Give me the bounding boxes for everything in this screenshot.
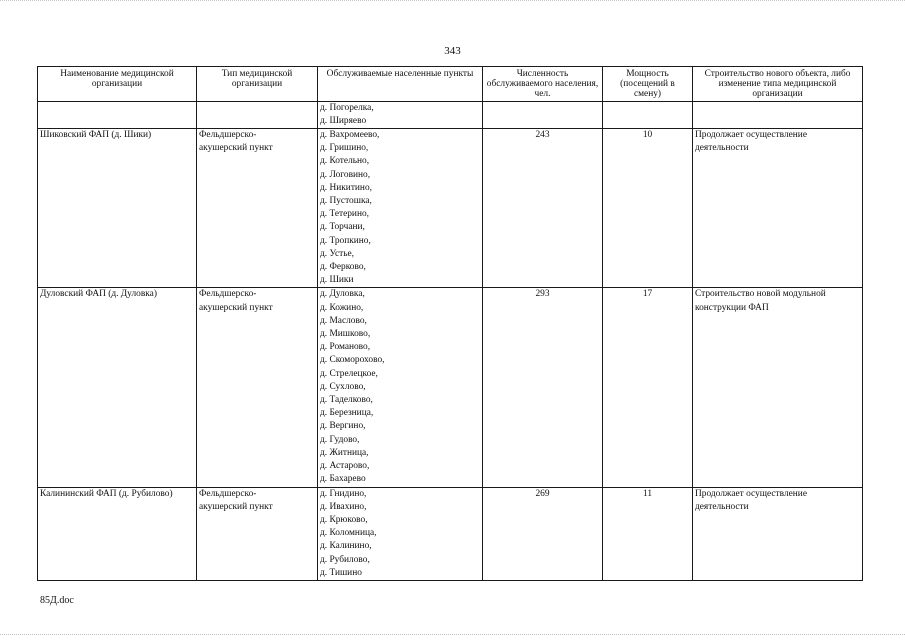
- column-header: Строительство нового объекта, либо изменение типа медицинской организации: [693, 67, 863, 102]
- settlement-item: д. Торчани,: [320, 222, 365, 233]
- settlement-item: д. Бахарево: [320, 474, 366, 485]
- organization-type-cell: [197, 129, 318, 288]
- settlement-item: д. Тропкино,: [320, 235, 371, 246]
- organization-name: Шиковский ФАП (д. Шики): [40, 130, 152, 141]
- settlement-item: д. Мишково,: [320, 329, 371, 340]
- settlement-item: д. Романово,: [320, 342, 371, 353]
- column-header: Мощность (посещений в смену): [603, 67, 693, 102]
- organization-name-cell: [38, 288, 197, 487]
- scan-edge-bottom: [0, 634, 905, 638]
- column-header: Обслуживаемые населенные пункты: [318, 67, 483, 102]
- settlement-item: д. Ширяево: [320, 115, 367, 126]
- organization-name-cell: [38, 487, 197, 580]
- capacity-cell: [603, 487, 693, 580]
- settlement-item: д. Шики: [320, 275, 354, 286]
- settlement-item: д. Крюково,: [320, 514, 368, 525]
- table-row: [38, 288, 863, 487]
- capacity-cell: [603, 129, 693, 288]
- settlement-item: д. Таделково,: [320, 395, 373, 406]
- settlement-item: д. Тишино: [320, 567, 362, 578]
- settlement-item: д. Погорелка,: [320, 102, 374, 113]
- construction-note-cell: [693, 129, 863, 288]
- settlement-item: д. Березница,: [320, 408, 374, 419]
- settlements-cell: [318, 101, 483, 128]
- capacity-value: 10: [642, 130, 653, 141]
- settlements-cell: [318, 129, 483, 288]
- settlement-item: д. Тетерино,: [320, 209, 369, 220]
- capacity-value: 17: [642, 289, 653, 300]
- population-value: 269: [535, 488, 550, 499]
- construction-note: деятельности: [695, 143, 749, 154]
- settlement-item: д. Вергино,: [320, 421, 366, 432]
- settlement-item: д. Гудово,: [320, 434, 360, 445]
- organization-type: Фельдшерско-: [199, 488, 257, 499]
- column-header: Численность обслуживаемого населения, чел.: [483, 67, 603, 102]
- construction-note-cell: [693, 101, 863, 128]
- settlement-item: д. Пустошка,: [320, 196, 372, 207]
- settlement-item: д. Гнидино,: [320, 488, 367, 499]
- construction-note-cell: [693, 288, 863, 487]
- column-header: Наименование медицинской организации: [38, 67, 197, 102]
- scan-edge-top: [0, 0, 905, 4]
- capacity-cell: [603, 288, 693, 487]
- organization-name-cell: [38, 101, 197, 128]
- settlement-item: д. Калинино,: [320, 541, 372, 552]
- organization-name: Дуловский ФАП (д. Дуловка): [40, 289, 157, 300]
- table-row: [38, 129, 863, 288]
- facilities-table: [37, 66, 863, 581]
- table-body: [38, 101, 863, 580]
- settlement-item: д. Маслово,: [320, 315, 367, 326]
- settlement-item: д. Котельно,: [320, 156, 370, 167]
- construction-note: Строительство новой модульной: [695, 289, 826, 300]
- population-value: 293: [535, 289, 550, 300]
- settlement-item: д. Никитино,: [320, 182, 372, 193]
- settlement-item: д. Астарово,: [320, 461, 370, 472]
- settlements-cell: [318, 487, 483, 580]
- settlement-item: д. Ивахино,: [320, 501, 367, 512]
- organization-type: Фельдшерско-: [199, 130, 257, 141]
- construction-note: Продолжает осуществление: [695, 488, 807, 499]
- organization-name-cell: [38, 129, 197, 288]
- settlement-item: д. Скоморохово,: [320, 355, 385, 366]
- document-filename: 85Д.doc: [40, 595, 74, 606]
- settlement-item: д. Дуловка,: [320, 289, 365, 300]
- population-value: 243: [535, 130, 550, 141]
- organization-type-cell: [197, 487, 318, 580]
- settlement-item: д. Стрелецкое,: [320, 368, 378, 379]
- construction-note: конструкции ФАП: [695, 302, 769, 313]
- capacity-cell: [603, 101, 693, 128]
- column-header: Тип медицинской организации: [197, 67, 318, 102]
- organization-type: акушерский пункт: [199, 302, 273, 313]
- settlement-item: д. Вахромеево,: [320, 130, 380, 141]
- settlement-item: д. Ферково,: [320, 262, 366, 273]
- organization-type: Фельдшерско-: [199, 289, 257, 300]
- organization-type: акушерский пункт: [199, 501, 273, 512]
- table-row: [38, 101, 863, 128]
- organization-name: Калининский ФАП (д. Рубилово): [40, 488, 173, 499]
- settlement-item: д. Житница,: [320, 447, 369, 458]
- construction-note-cell: [693, 487, 863, 580]
- population-cell: [483, 288, 603, 487]
- page-number: 343: [444, 45, 461, 57]
- settlement-item: д. Логовино,: [320, 169, 371, 180]
- population-cell: [483, 129, 603, 288]
- settlement-item: д. Устье,: [320, 248, 355, 259]
- settlement-item: д. Сухлово,: [320, 381, 366, 392]
- organization-type-cell: [197, 101, 318, 128]
- table-header-row: [38, 67, 863, 102]
- construction-note: Продолжает осуществление: [695, 130, 807, 141]
- table-row: [38, 487, 863, 580]
- settlement-item: д. Коломница,: [320, 528, 377, 539]
- capacity-value: 11: [642, 488, 653, 499]
- settlements-cell: [318, 288, 483, 487]
- construction-note: деятельности: [695, 501, 749, 512]
- organization-type: акушерский пункт: [199, 143, 273, 154]
- organization-type-cell: [197, 288, 318, 487]
- settlement-item: д. Кожино,: [320, 302, 364, 313]
- settlement-item: д. Гришино,: [320, 143, 369, 154]
- population-cell: [483, 101, 603, 128]
- settlement-item: д. Рубилово,: [320, 554, 370, 565]
- population-cell: [483, 487, 603, 580]
